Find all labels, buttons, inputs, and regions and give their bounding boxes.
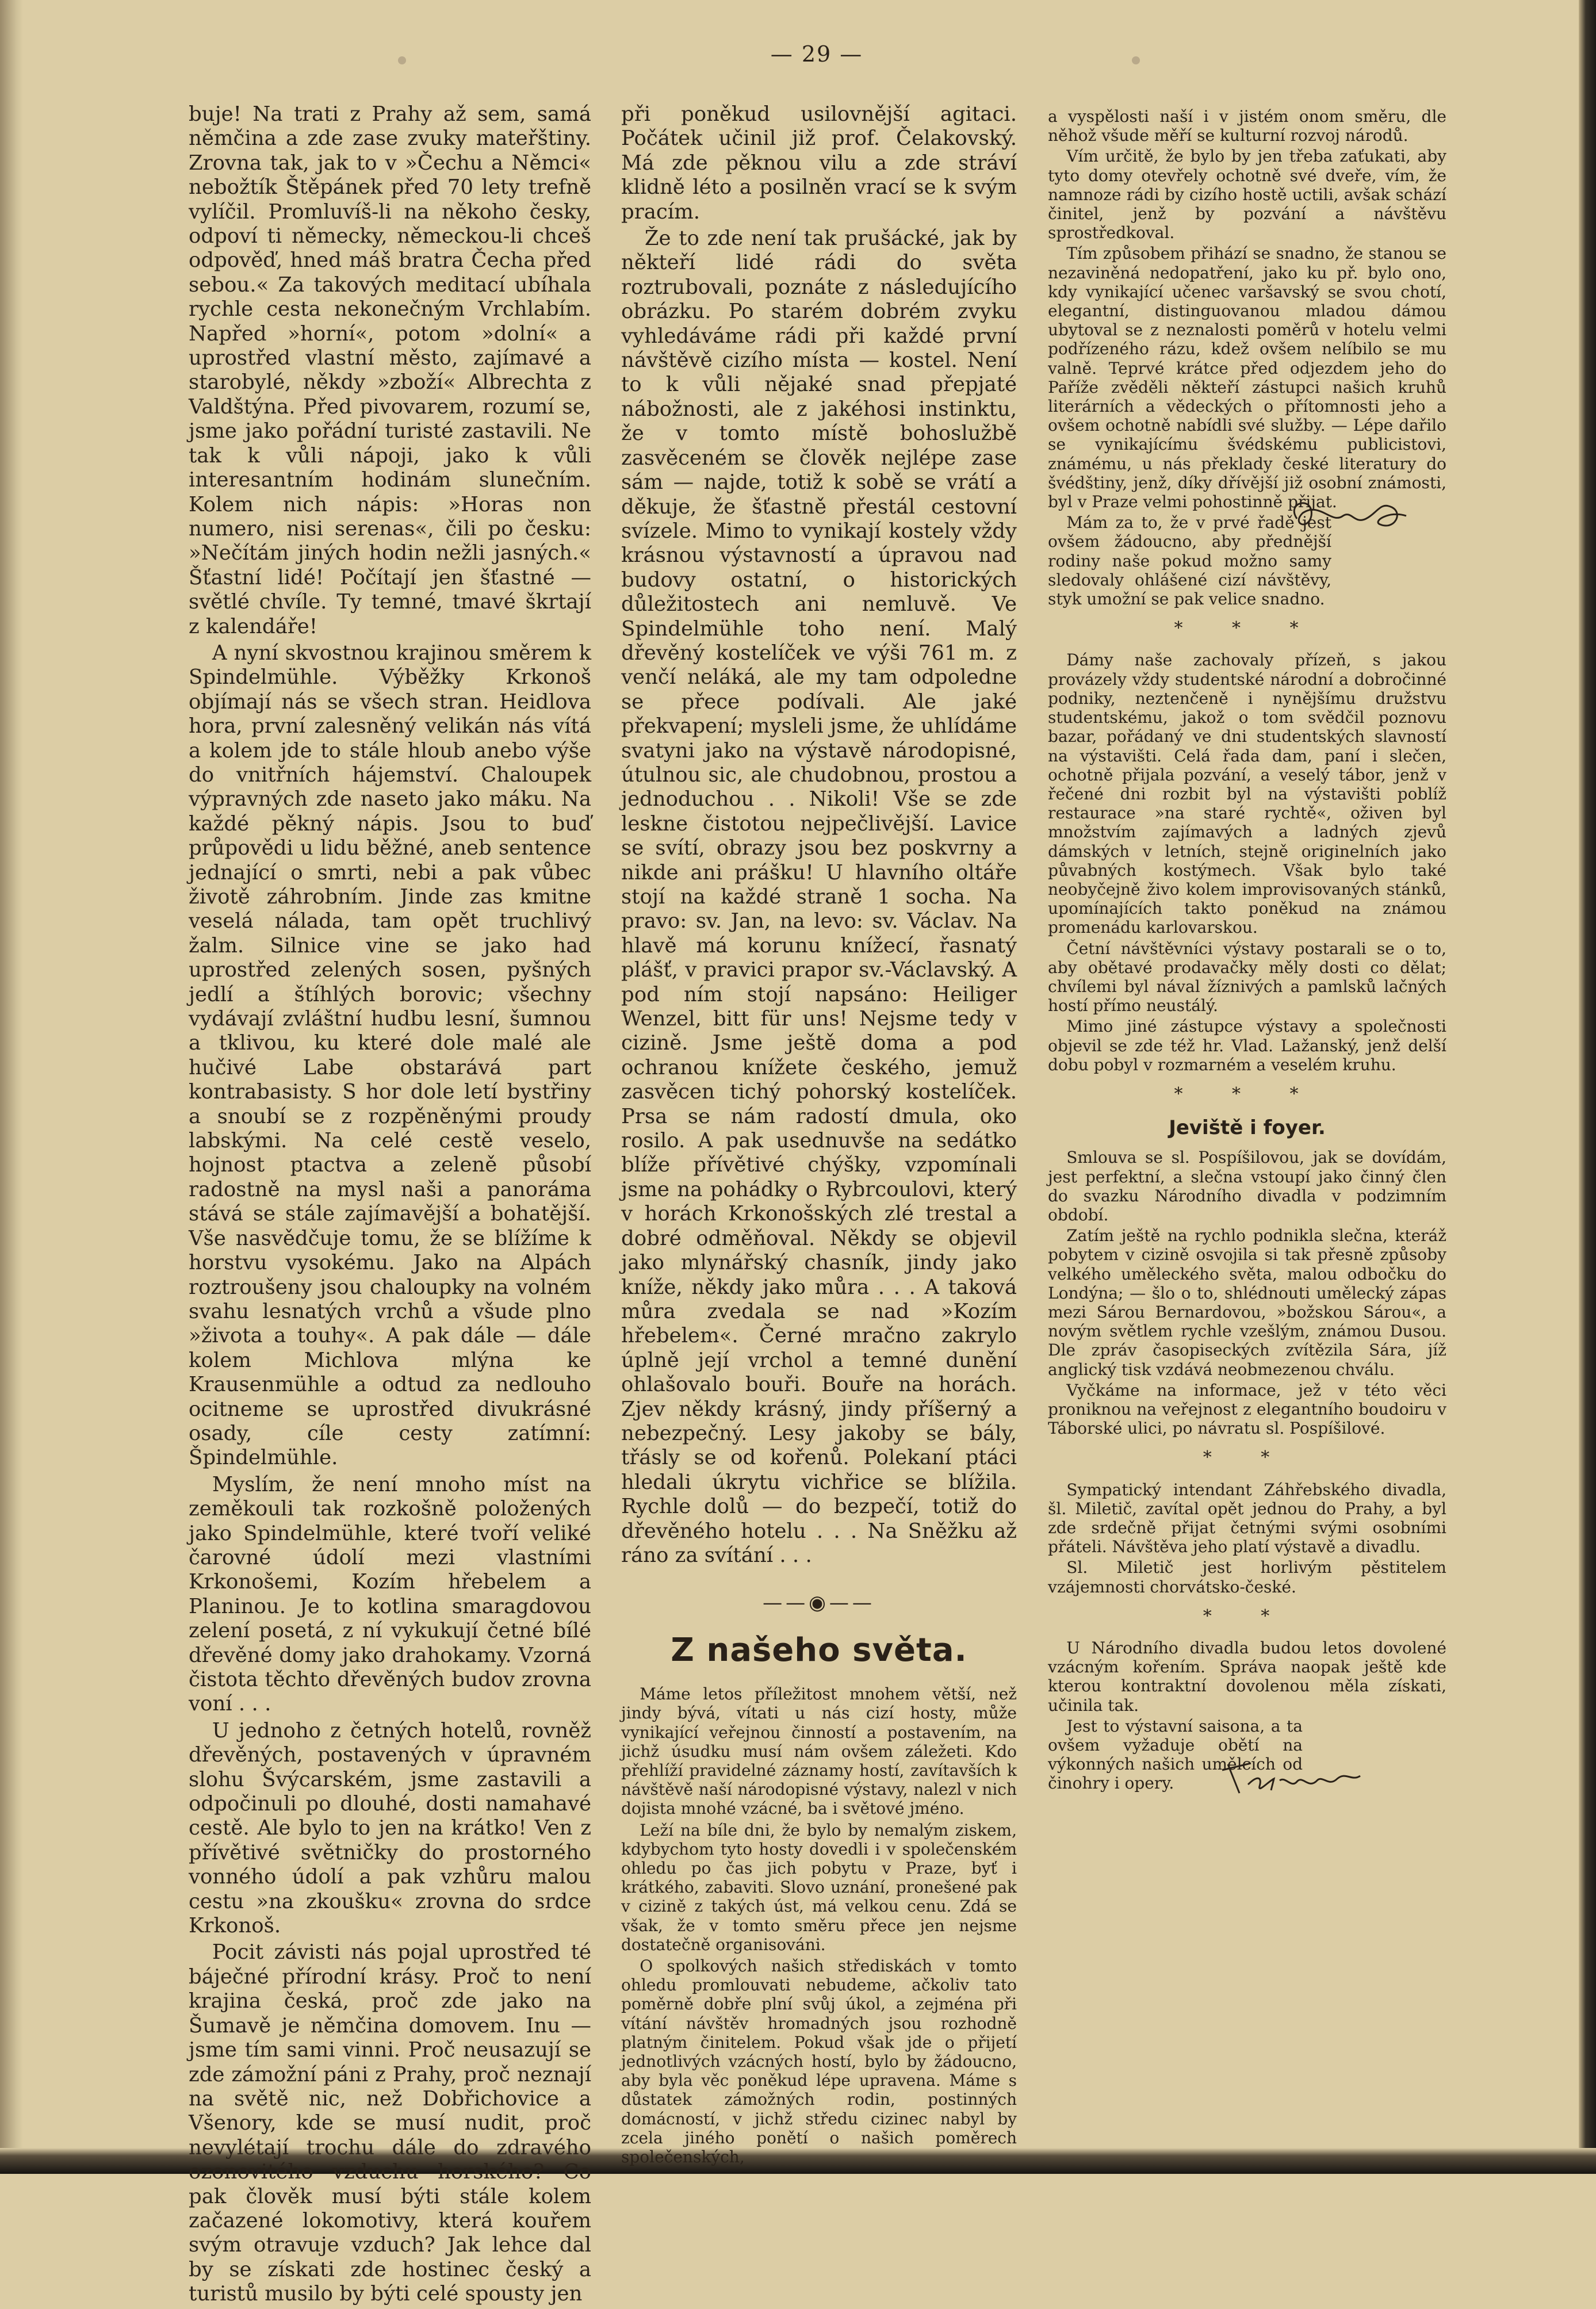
section-divider: ——◉—— — [763, 1591, 875, 1615]
paragraph: Vyčkáme na informace, jež v této věci proniknou na veřejnost z elegantního boudoiru v Táborské ulici, po návratu sl. Pospíšilové. — [1048, 1380, 1446, 1438]
page-number: — 29 — — [770, 41, 863, 67]
paragraph: Četní návštěvníci výstavy postarali se o to, aby obětavé prodavačky měly dosti co dělat; chvílemi byl nával žíznivých a pamlsků lačných hostí přímo neustálý. — [1048, 939, 1446, 1016]
signed-paragraph — [1048, 513, 1446, 608]
section-title: Z našeho světa. — [671, 1631, 967, 1669]
paragraph: Máme letos příležitost mnohem větší, než jindy bývá, vítati u nás cizí hosty, může vynikající veřejnou činností a postavením, na jichž úsudku musí nám ovšem záležeti. Kdo přehlíží pravidelné záznamy hostí, zavítavších k návštěvě naší národopisné výstavy, nalezl v nich dojista mnohé vzácné, ba i světové jméno. — [621, 1684, 1017, 1818]
separator-stars: * * — [1203, 1606, 1292, 1626]
staple-mark — [1132, 56, 1140, 64]
paragraph: Tím způsobem přihází se snadno, že stanou se nezaviněná nedopatření, jako ku př. bylo ono, kdy vynikající učenec varšavský se svou chotí, elegantní, distinguovanou mladou dámou ubytoval se z neznalosti poměrů v hotelu velmi podřízeného rázu, kdež ovšem nelíbilo se mu valně. Teprvé krátce před odjezdem jeho do Paříže zvěděli někteří zástupci našich kruhů literárních a vědeckých o přítomnosti jeho a ovšem ochotně nabídli své služby. — Lépe dařilo se vynikajícímu švédskému publicistovi, známému, u nás překlady české literatury do švédštiny, jenž, díky dřívější již osobní známosti, byl v Praze velmi pohostinně přijat. — [1048, 244, 1446, 512]
paragraph: U Národního divadla budou letos dovolené vzácným kořením. Správa naopak ještě kde kterou kontraktní dovolenou měla získati, učinila tak. — [1048, 1638, 1446, 1715]
paragraph: Zatím ještě na rychlo podnikla slečna, kteráž pobytem v cizině osvojila si tak přesně způsoby velkého uměleckého světa, malou odbočku do Londýna; — šlo o to, shlédnouti umělecký zápas mezi Sárou Bernardovou, »božskou Sárou«, a novým světlem rychle vzešlým, známou Dusou. Dle zpráv časopiseckých zvítězila Sára, jíž anglický tisk vzdává neobmezenou chválu. — [1048, 1226, 1446, 1379]
paragraph: Vím určitě, že bylo by jen třeba zaťukati, aby tyto domy otevřely ochotně své dveře, vím, že namnoze rádi by cizího hostě uctili, avšak schází činitel, jenž by pozvání a návštěvu sprostředkoval. — [1048, 147, 1446, 243]
paragraph: Myslím, že není mnoho míst na zeměkouli tak rozkošně položených jako Spindelmühle, které tvoří veliké čarovné údolí mezi vlastními Krkonošemi, Kozím hřebelem a Planinou. Je to kotlina smaragdovou zelení posetá, z ní vykukují četné bílé dřevěné domy jako drahokamy. Vzorná čistota těchto dřevěných budov zrovna voní . . . — [189, 1472, 591, 1716]
paragraph: Dámy naše zachovaly přízeň, s jakou provázely vždy studentské národní a dobročinné podniky, neztenčeně i nynějšímu družstvu studentskému, jakož o tom svědčil poznovu bazar, pořádaný ve dni studentských slavností na výstavišti. Celá řada dam, paní i slečen, ochotně přijala pozvání, a veselý tábor, jenž v řečené dni rozbit byl na výstavišti poblíž restaurace »na staré rychtě«, oživen byl množstvím zajímavých a ladných zjevů dámských v letních, stejně originelních jako půvabných kostýmech. Však bylo také neobyčejně živo kolem improvisovaných stánků, upomínajících takto poněkud na známou promenádu karlovarskou. — [1048, 650, 1446, 937]
signed-paragraph — [1048, 1717, 1446, 1793]
paragraph: při poněkud usilovnější agitaci. Počátek učinil již prof. Čelakovský. Má zde pěknou vilu a zde stráví klidně léto a posilněn vrací se k svým pracím. — [621, 102, 1017, 224]
separator-stars: * * — [1203, 1448, 1292, 1468]
subsection-title: Jeviště i foyer. — [1169, 1116, 1326, 1140]
paragraph: Mimo jiné zástupce výstavy a společnosti objevil se zde též hr. Vlad. Lažanský, jenž delší dobu pobyl v rozmarném a veselém kruhu. — [1048, 1017, 1446, 1074]
paragraph: Leží na bíle dni, že bylo by nemalým ziskem, kdybychom tyto hosty dovedli i v společenském ohledu po čas jich pobytu v Praze, byť i krátkého, zabaviti. Slovo uznání, pronešené pak v cizině z takých úst, má velkou cenu. Zdá se však, že v tomto směru přece jen nejsme dostatečně organisováni. — [621, 1820, 1017, 1954]
author-signature — [1280, 490, 1412, 542]
paragraph: Pocit závisti nás pojal uprostřed té báječné přírodní krásy. Proč to není krajina česká, proč zde jako na Šumavě je němčina domovem. Inu — jsme tím sami vinni. Proč neusazují se zde zámožní páni z Prahy, proč neznají na světě nic, než Dobřichovice a Všenory, kde se musí nudit, proč nevylétají trochu dále do zdravého ozonovitého vzduchu horského? Co pak člověk musí býti stále kolem začazené lokomotivy, která kouřem svým otravuje vzduch? Jak lehce dal by se získati zde hostinec český a turistů musilo by býti celé spousty jen — [189, 1940, 591, 2306]
paragraph: Sl. Miletič jest horlivým pěstitelem vzájemnosti chorvátsko-české. — [1048, 1558, 1446, 1596]
paragraph: Že to zde není tak prušácké, jak by někteří lidé rádi do světa roztrubovali, poznáte z následujícího obrázku. Po starém dobrém zvyku vyhledáváme rádi při každé první návštěvě cizího místa — kostel. Není to k vůli nějaké snad přepjaté nábožnosti, ale z jakéhosi instinktu, že v tomto místě bohoslužbě zasvěceném se člověk nejlépe zase sám — najde, totiž k sobě se vrátí a děkuje, že šťastně přestál cestovní svízele. Mimo to vynikají kostely vždy krásnou výstavností a úpravou nad budovy ostatní, o historických důležitostech ani nemluvě. Ve Spindelmühle toho není. Malý dřevěný kostelíček ve výši 761 m. z venčí neláká, ale my tam odpoledne se přece podívali. Ale jaké překvapení; mysleli jsme, že uhlídáme svatyni jako na výstavě národopisné, útulnou sic, ale chudobnou, prostou a jednoduchou . . Nikoli! Vše se zde leskne čistotou nejpečlivější. Lavice se svítí, obrazy jsou bez poskvrny a nikde ani prášku! U hlavního oltáře stojí na každé straně 1 socha. Na pravo: sv. Jan, na levo: sv. Václav. Na hlavě má korunu knížecí, řasnatý plášť, v pravici prapor sv.-Václavský. A pod ním stojí napsáno: Heiliger Wenzel, bitt für uns! Nejsme tedy v cizině. Jsme ještě doma a pod ochranou knížete českého, jemuž zasvěcen tichý pohorský kostelíček. Prsa se nám radostí dmula, oko rosilo. A pak usednuvše na sedátko blíže přívětivé chýšky, vzpomínali jsme na pohádky o Rybrcoulovi, který v horách Krkonošských zlé trestal a dobré odměňoval. Někdy se objevil jako mlynářský chasník, jindy jako kníže, někdy jako můra . . . A taková můra zvedala se nad »Kozím hřebelem«. Černé mračno zakrylo úplně její vrchol a temné dunění ohlašovalo bouři. Bouře na horách. Zjev někdy krásný, jindy příšerný a nebezpečný. Lesy jakoby se bály, třásly se od kořenů. Polekaní ptáci hledali úkrytu vichřice se blížila. Rychle dolů — do bezpečí, totiž do dřevěného hotelu . . . Na Sněžku až ráno za svítání . . . — [621, 227, 1017, 1567]
paragraph: Jest to výstavní saisona, a ta ovšem vyžaduje obětí na výkonných našich umělcích od činohry i opery. — [1048, 1716, 1303, 1793]
column-middle — [621, 102, 1017, 2169]
page-binding-shadow — [0, 0, 23, 2174]
paragraph: U jednoho z četných hotelů, rovněž dřevěných, postavených v úpravném slohu Švýcarském, jsme zastavili a odpočinuli po dlouhé, dosti namahavé cestě. Ale bylo to jen na krátko! Ven z přívětivé světničky do prostorného vonného údolí a pak vzhůru malou cestu »na zkoušku« zrovna do srdce Krkonoš. — [189, 1718, 591, 1938]
paragraph: Mám za to, že v prvé řadě jest ovšem žádoucno, aby přednější rodiny naše pokud možno samy sledovaly ohlášené cizí návštěvy, styk umožní se pak velice snadno. — [1048, 513, 1331, 609]
author-signature — [1216, 1753, 1366, 1801]
paragraph: A nyní skvostnou krajinou směrem k Spindelmühle. Výběžky Krkonoš objímají nás se všech stran. Heidlova hora, první zalesněný velikán nás vítá a kolem jde to stále hloub anebo výše do vnitřních hájemství. Chaloupek výpravných zde naseto jako máku. Na každé pěkný nápis. Jsou to buď průpovědi u lidu běžné, aneb sentence jednající o smrti, nebi a pak vůbec životě záhrobním. Jinde zas kmitne veselá nálada, tam opět truchlivý žalm. Silnice vine se jako had uprostřed zelených sosen, pyšných jedlí a štíhlých borovic; všechny vydávají zvláštní hudbu lesní, šumnou a tklivou, ku které dole malé ale hučivé Labe obstarává part kontrabasisty. S hor dole letí bystřiny a snoubí se z rozpěněnými proudy labskými. Na celé cestě veselo, hojnost ptactva a zeleně působí radostně na mysl naši a panoráma stává se stále zajímavější a bohatější. Vše nasvědčuje tomu, že se blížíme k horstvu vysokému. Jako na Alpách roztroušeny jsou chaloupky na volném svahu lesnatých vrchů a všude plno »života a touhy«. A pak dále — dále kolem Michlova mlýna ke Krausenmühle a odtud za nedlouho ocitneme se uprostřed divukrásné osady, cíle cesty zatímní: Špindelmühle. — [189, 641, 591, 1470]
paragraph: Sympatický intendant Záhřebského divadla, šl. Miletič, zavítal opět jednou do Prahy, a byl zde srdečně přijat četnými svými osobními přáteli. Návštěva jeho platí výstavě a divadlu. — [1048, 1480, 1446, 1557]
staple-mark — [398, 56, 406, 64]
paragraph: a vyspělosti naší i v jistém onom směru, dle něhož všude měří se kulturní rozvoj národů. — [1048, 107, 1446, 145]
page-edge-right — [1579, 0, 1596, 2174]
section-body — [621, 1684, 1017, 2166]
separator-stars: * * * — [1174, 1083, 1321, 1104]
separator-stars: * * * — [1174, 618, 1321, 639]
paragraph: O spolkových našich střediskách v tomto ohledu promlouvati nebudeme, ačkoliv tato poměrně dobře plní svůj úkol, a zejména při vítání návštěv hromadných jsou rozhodně platným činitelem. Pokud však jde o přijetí jednotlivých vzácných hostí, bylo by žádoucno, aby byla věc poněkud lépe upravena. Máme s důstatek zámožných rodin, postinných domácností, v jichž středu cizinec nabyl by zcela jiného ponětí o našich poměrech společenských, — [621, 1956, 1017, 2167]
column-right — [1048, 107, 1446, 1795]
paragraph: Smlouva se sl. Pospíšilovou, jak se dovídám, jest perfektní, a slečna vstoupí jako činný člen do svazku Národního divadla v podzimním období. — [1048, 1148, 1446, 1224]
paragraph: buje! Na trati z Prahy až sem, samá němčina a zde zase zvuky mateřštiny. Zrovna tak, jak to v »Čechu a Němci« nebožtík Štěpánek před 70 lety trefně vylíčil. Promluvíš-li na někoho česky, odpoví ti německy, německou-li chceš odpověď, hned máš bratra Čecha před sebou.« Za takových meditací ubíhala rychle cesta nekonečným Vrchlabím. Napřed »horní«, potom »dolní« a uprostřed vlastní město, zajímavé a starobylé, někdy »zboží« Albrechta z Valdštýna. Před pivovarem, rozumí se, jsme jako pořádní turisté zastavili. Ne tak k vůli nápoji, jako k vůli interesantním hodinám slunečním. Kolem nich nápis: »Horas non numero, nisi serenas«, čili po česku: »Nečítám jiných hodin nežli jasných.« Šťastní lidé! Počítají jen šťastné — světlé chvíle. Ty temné, tmavé škrtají z kalendáře! — [189, 102, 591, 638]
column-left — [189, 102, 591, 2309]
